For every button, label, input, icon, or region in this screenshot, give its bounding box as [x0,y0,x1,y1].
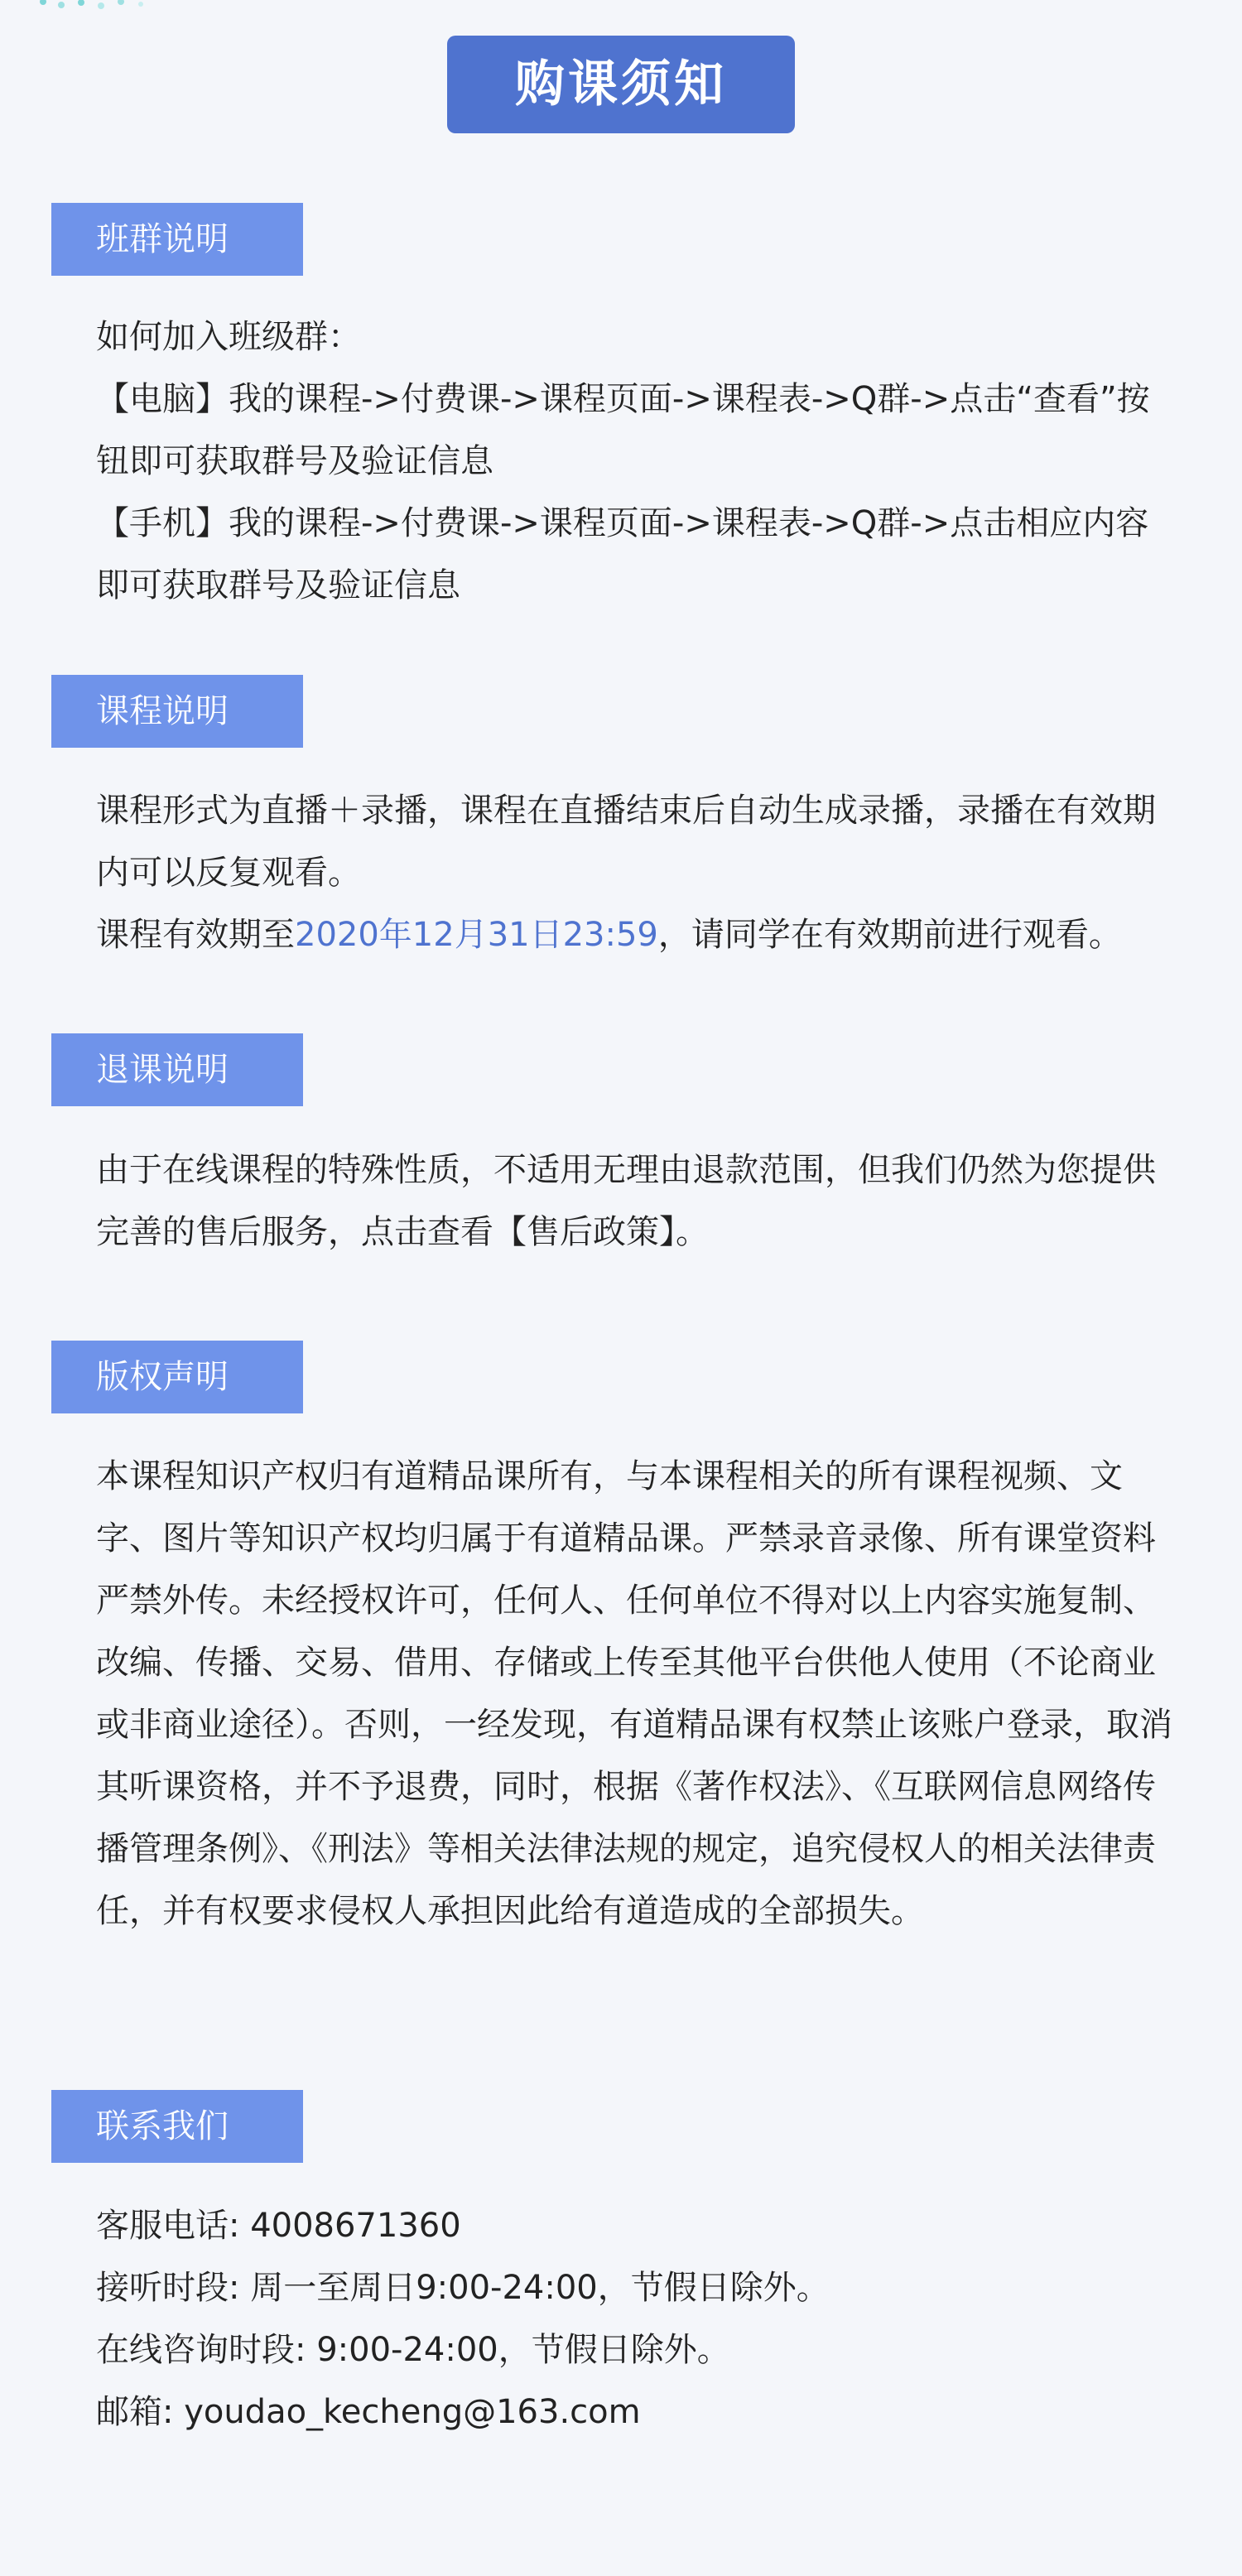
page-title: 购课须知 [447,36,795,133]
section-label-course: 课程说明 [51,675,303,748]
section-label-refund: 退课说明 [51,1033,303,1106]
section-label-group: 班群说明 [51,203,303,276]
section-label-copyright: 版权声明 [51,1341,303,1413]
section-body-contact [96,2195,1181,2444]
course-line-1: 课程形式为直播＋录播，课程在直播结束后自动生成录播，录播在有效期内可以反复观看。 [96,792,1156,892]
contact-hours: 接听时段: 周一至周日9:00-24:00，节假日除外。 [96,2269,830,2307]
contact-email: 邮箱: youdao_kecheng@163.com [96,2393,641,2431]
group-line-2: 【电脑】我的课程->付费课->课程页面->课程表->Q群->点击“查看”按钮即可获取群号及验证信息 [96,380,1150,480]
decorative-dots [33,0,157,13]
contact-phone: 客服电话: 4008671360 [96,2207,461,2245]
group-line-3: 【手机】我的课程->付费课->课程页面->课程表->Q群->点击相应内容即可获取群号及验证信息 [96,504,1149,604]
group-line-1: 如何加入班级群： [96,318,361,356]
section-body-group [96,306,1181,617]
section-body-refund [96,1139,1181,1264]
section-body-copyright [96,1446,1181,1943]
contact-online-hours: 在线咨询时段: 9:00-24:00，节假日除外。 [96,2331,730,2369]
refund-text: 由于在线课程的特殊性质，不适用无理由退款范围，但我们仍然为您提供完善的售后服务，点击查看【售后政策】。 [96,1151,1156,1251]
title-wrap [0,36,1242,133]
section-body-course [96,780,1181,966]
validity-prefix: 课程有效期至 [96,916,295,954]
validity-date: 2020年12月31日23:59 [295,916,658,954]
copyright-text: 本课程知识产权归有道精品课所有，与本课程相关的所有课程视频、文字、图片等知识产权均归属于有道精品课。严禁录音录像、所有课堂资料严禁外传。未经授权许可，任何人、任何单位不得对以上内容实施复制、改编、传播、交易、借用、存储或上传至其他平台供他人使用（不论商业或非商业途径）。否则，一经发现，有道精品课有权禁止该账户登录，取消其听课资格，并不予退费，同时，根据《著作权法》、《互联网信息网络传播管理条例》、《刑法》等相关法律法规的规定，追究侵权人的相关法律责任，并有权要求侵权人承担因此给有道造成的全部损失。 [96,1457,1172,1930]
course-validity [96,904,1181,966]
section-label-contact: 联系我们 [51,2090,303,2163]
validity-suffix: ，请同学在有效期前进行观看。 [657,916,1122,954]
